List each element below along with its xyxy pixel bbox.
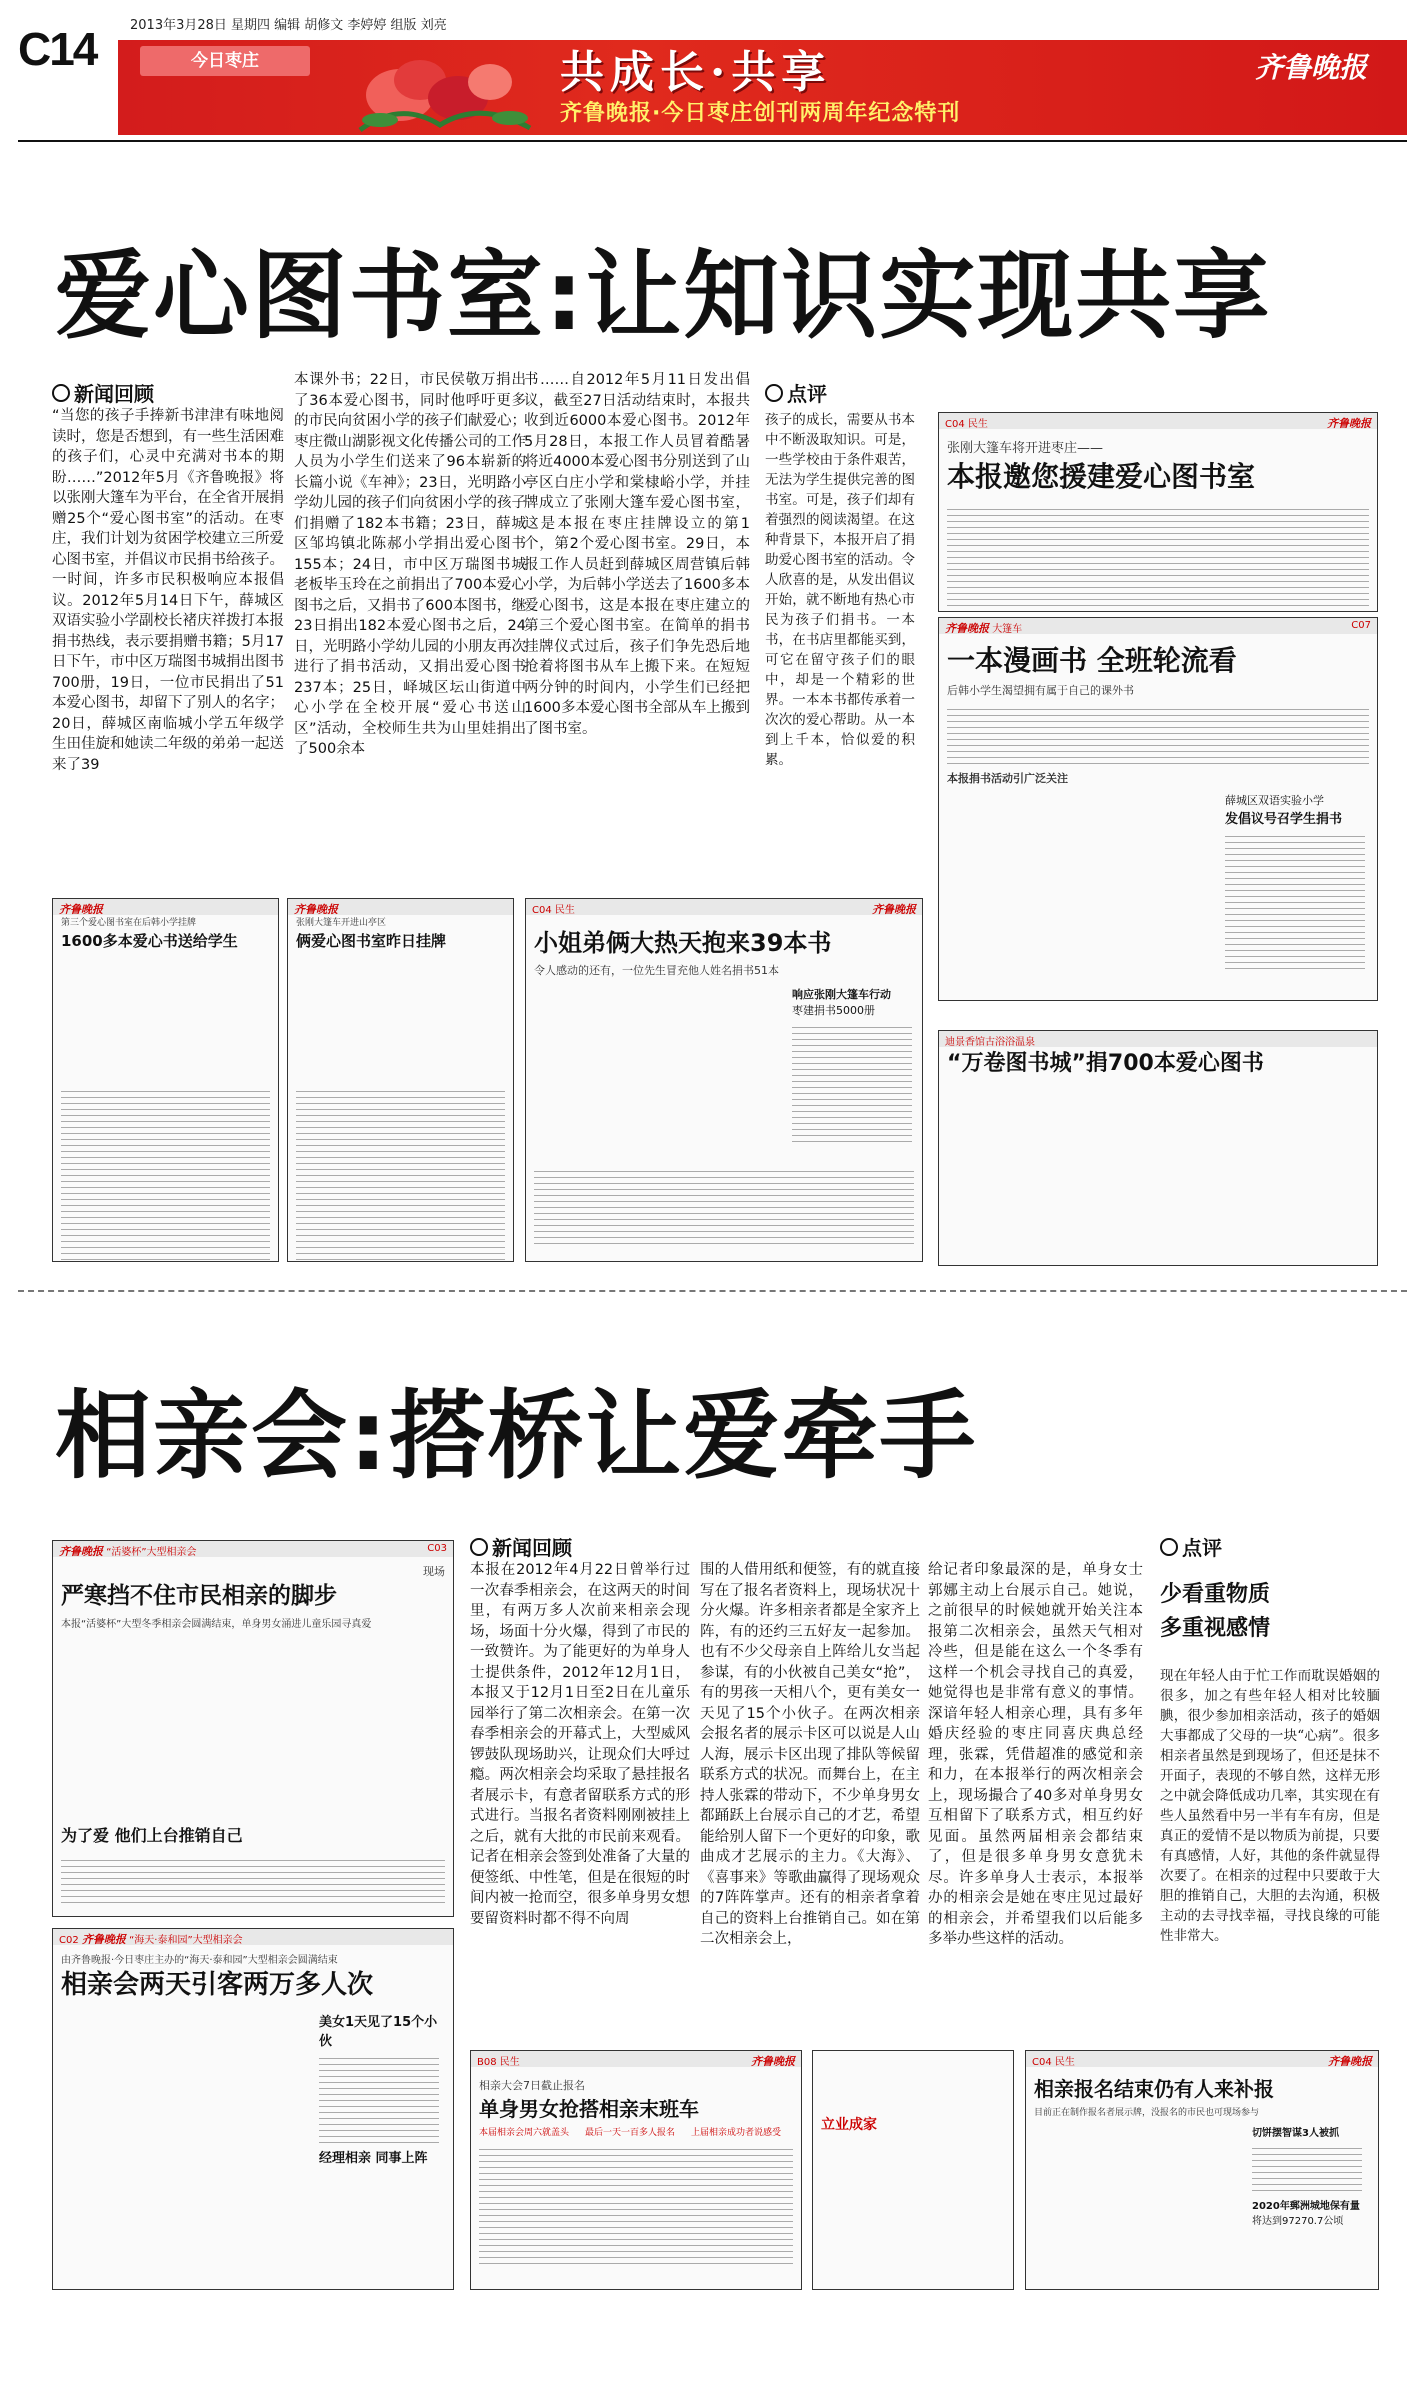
banner-title: 共成长·共享 bbox=[560, 47, 832, 98]
story1-col2: 本课外书；22日，市民侯敬万捐出了36本爱心图书，同时他呼吁更多的市民向贫困小学的孩子们献爱心；枣庄微山湖影视文化传播公司的工作人员为小学生们送来了96本崭新的长篇小说《车神》；23日，光明路小学幼儿园的孩子们向贫困小学的孩子们捐赠了182本书籍；23日，薛城区邹坞镇北陈郝小学捐出爱心图书155本；24日，市中区万瑞图书城老板毕玉玲在之前捐出了700本爱心图书之后，又捐书了600本图书，继23日捐出182本爱心图书之后，24日，光明路小学幼儿园的小朋友再次进行了捐书活动，又捐出爱心图书237本；25日，峄城区坛山街道中心小学在全校开展“爱心书送山区”活动，全校师生共为山里娃捐出了500余本 bbox=[294, 372, 526, 757]
story-divider bbox=[18, 1290, 1407, 1292]
clip-two-days-crowd: C02 齐鲁晚报 “海天·泰和园”大型相亲会 由齐鲁晚报·今日枣庄主办的“海天·泰和园”大型相亲会圆满结束 相亲会两天引客两万多人次 美女1天见了15个小伙 经理相亲 同事上阵 bbox=[52, 1928, 454, 2290]
clip-two-libraries: 齐鲁晚报 张刚大篷车开进山亭区 俩爱心图书室昨日挂牌 bbox=[287, 898, 514, 1262]
clip-last-bus: B08 民生 齐鲁晚报 相亲大会7日截止报名 单身男女抢搭相亲末班车 本届相亲会周六就盖头 最后一天一百多人报名 上届相亲成功者说感受 bbox=[470, 2050, 802, 2290]
story2-comment: 现在年轻人由于忙工作而耽误婚姻的很多，加之有些年轻人相对比较腼腆，很少参加相亲活动，孩子的婚姻大事都成了父母的一块“心病”。很多相亲者虽然是到现场了，但还是抹不开面子，表现的不够自然，这样无形之中就会降低成功几率，其实现在有些人虽然看中另一半有车有房，但是真正的爱情不是以物质为前提，只要有真感情，人好，其他的条件就显得次要了。在相亲的过程中只要敢于大胆的推销自己，大胆的去沟通，积极主动的去寻找幸福，寻找良缘的可能性非常大。 bbox=[1160, 1668, 1380, 1944]
clip-late-registration: C04 民生 齐鲁晚报 相亲报名结束仍有人来补报 目前正在制作报名者展示牌，没报名的市民也可现场参与 切饼摆智谋3人被抓 2020年郵洲城地保有量 将达到97270.7公顷 bbox=[1025, 2050, 1379, 2290]
photo-siblings bbox=[534, 984, 784, 1154]
story1-news-review-label: 新闻回顾 bbox=[52, 378, 154, 407]
photo-crowd bbox=[61, 2011, 311, 2211]
story2-comment-label: 点评 bbox=[1160, 1532, 1222, 1561]
clip-comic-book: 齐鲁晚报 大篷车 C07 一本漫画书 全班轮流看 后韩小学生渴望拥有属于自己的课外书 本报捐书活动引广泛关注 薛城区双语实验小学 发倡议号召学生捐书 bbox=[938, 617, 1378, 1001]
section-tag: 今日枣庄 bbox=[140, 46, 310, 76]
clip-700-books: 迪景香馆古浴浴温泉 “万卷图书城”捐700本爱心图书 bbox=[938, 1030, 1378, 1266]
story2-col3: 给记者印象最深的是，单身女士郭娜主动上台展示自己。她说，之前很早的时候她就开始关注本报第二次相亲会，虽然天气相对冷些，但是能在这么一个冬季有这样一个机会寻找自己的真爱，她觉得也是非常有意义的事情。深谙年轻人相亲心理，具有多年婚庆经验的枣庄同喜庆典总经理，张霖，凭借超准的感觉和亲和力，在本报举行的两次相亲会上，现场撮合了40多对单身男女互相留下了联系方式，相互约好见面。虽然两届相亲会都结束了，但是很多单身男女意犹未尽。许多单身人士表示，本报举办的相亲会是她在枣庄见过最好的相亲会，并希望我们以后能多多举办些这样的活动。 bbox=[928, 1562, 1143, 1947]
story1-comment-label: 点评 bbox=[765, 378, 827, 407]
story1-col3: 书……自2012年5月11日发出倡议，截至27日活动结束时，本报共收到近6000本爱心图书。2012年5月28日，本报工作人员冒着酷暑将近4000本爱心图书分别送到了山亭区白庄小学和棠棣峪小学，并挂牌成立了张刚大篷车爱心图书室，这是本报在枣庄挂牌设立的第1个，第2个爱心图书室。29日，本报工作人员赶到薛城区周营镇后韩小学，为后韩小学送去了1600多本爱心图书，这是本报在枣庄建立的第三个爱心图书室。在简单的捐书挂牌仪式过后，孩子们争先恐后地抢着将图书从车上搬下来。在短短两分钟的时间内，小学生们已经把1600多本爱心图书全部从车上搬到了图书室。 bbox=[524, 372, 750, 737]
story1-col1: “当您的孩子手捧新书津津有味地阅读时，您是否想到，有一些生活困难的孩子们，心灵中充满对书本的期盼……”2012年5月《齐鲁晚报》将以张刚大篷车为平台，在全省开展捐赠25个“爱心图书室”的活动。在枣庄，我们计划为贫困学校建立三所爱心图书室，并倡议市民捐书给孩子。一时间，许多市民积极响应本报倡议。2012年5月14日下午，薛城区双语实验小学副校长褚庆祥拨打本报捐书热线，表示要捐赠书籍；5月17日下午，市中区万瑞图书城捐出图书700册，19日，一位市民捐出了51本爱心图书，却留下了别人的名字；20日，薛城区南临城小学五年级学生田佳旋和她读二年级的弟弟一起送来了39 bbox=[52, 408, 284, 773]
brand-logo: 齐鲁晚报 bbox=[1255, 51, 1368, 84]
circle-icon bbox=[765, 384, 783, 402]
story1-comment: 孩子的成长，需要从书本中不断汲取知识。可是，一些学校由于条件艰苦，无法为学生提供完善的图书室。可是，孩子们却有着强烈的阅读渴望。在这种背景下，本报开启了捐助爱心图书室的活动。令人欣喜的是，从发出倡议开始，就不断地有热心市民为孩子们捐书。一本书，在书店里都能买到，可它在留守孩子们的眼中，却是一个精彩的世界。一本本书都传承着一次次的爱心帮助。从一本到上千本，恰似爱的积累。 bbox=[765, 412, 915, 768]
circle-icon bbox=[470, 1538, 488, 1556]
clip-siblings-39-books: C04 民生 齐鲁晚报 小姐弟俩大热天抱来39本书 令人感动的还有，一位先生冒充他人姓名捐书51本 响应张刚大篷车行动 枣建捐书5000册 bbox=[525, 898, 923, 1262]
masthead-rule bbox=[18, 140, 1407, 142]
photo-registration bbox=[1034, 2124, 1244, 2244]
clip-1600-books: 齐鲁晚报 第三个爱心图书室在后韩小学挂牌 1600多本爱心书送给学生 bbox=[52, 898, 279, 1262]
flower-illustration bbox=[340, 40, 540, 135]
circle-icon bbox=[1160, 1538, 1178, 1556]
clip-photo-collage: 立业成家 bbox=[812, 2050, 1014, 2290]
story2-news-review-label: 新闻回顾 bbox=[470, 1532, 572, 1561]
clip-invite-library: C04 民生 齐鲁晚报 张刚大篷车将开进枣庄—— 本报邀您援建爱心图书室 bbox=[938, 412, 1378, 612]
story2-col2: 围的人借用纸和便签，有的就直接写在了报名者资料上，现场状况十分火爆。许多相亲者都是全家齐上阵，有的还约三五好友一起参加。也有不少父母亲自上阵给儿女当起参谋，有的小伙被自己美女“抢”，有的男孩一天相八个，更有美女一天见了15个小伙子。在两次相亲会报名者的展示卡区可以说是人山人海，展示卡区出现了排队等候留联系方式的状况。而舞台上，在主持人张霖的带动下，不少单身男女都踊跃上台展示自己的才艺，希望能给别人留下一个更好的印象，歌曲成才艺展示的主力。《大海》、《喜事来》等歌曲赢得了现场观众的7阵阵掌声。还有的相亲者拿着自己的资料上台推销自己。如在第二次相亲会上， bbox=[700, 1562, 920, 1947]
photo-stage bbox=[61, 1636, 445, 1816]
banner-subtitle: 齐鲁晚报·今日枣庄创刊两周年纪念特刊 bbox=[560, 101, 961, 126]
photo-book-donation bbox=[947, 1087, 1369, 1247]
photo-children-books bbox=[947, 792, 1217, 992]
story2-comment-kicker: 少看重物质 多重视感情 bbox=[1160, 1582, 1271, 1641]
clip-cold-weather: 齐鲁晚报 “活婆杯”大型相亲会 C03 现场 严寒挡不住市民相亲的脚步 本报“活婆杯”大型冬季相亲会圆满结束，单身男女涌进儿童乐园寻真爱 为了爱 他们上台推销自己 bbox=[52, 1540, 454, 1917]
page-number: C14 bbox=[18, 23, 97, 75]
story2-col1: 本报在2012年4月22日曾举行过一次春季相亲会，在这两天的时间里，有两万多人次前来相亲会现场，场面十分火爆，得到了市民的一致赞许。为了能更好的为单身人士提供条件，2012年12月1日，本报又于12月1日至2日在儿童乐园举行了第二次相亲会。在第一次春季相亲会的开幕式上，大型威风锣鼓队现场助兴，让现众们大呼过瘾。两次相亲会均采取了悬挂报名者展示卡，有意者留联系方式的形式进行。当报名者资料刚刚被挂上之后，就有大批的市民前来观看。记者在相亲会签到处准备了大量的便签纸、中性笔，但是在很短的时间内被一抢而空，很多单身男女想要留资料时都不得不向周 bbox=[470, 1562, 690, 1927]
story1-headline: 爱心图书室:让知识实现共享 bbox=[55, 240, 1272, 352]
issue-meta: 2013年3月28日 星期四 编辑 胡修文 李婷婷 组版 刘亮 bbox=[130, 18, 447, 33]
story2-headline: 相亲会:搭桥让爱牵手 bbox=[55, 1380, 978, 1492]
circle-icon bbox=[52, 384, 70, 402]
